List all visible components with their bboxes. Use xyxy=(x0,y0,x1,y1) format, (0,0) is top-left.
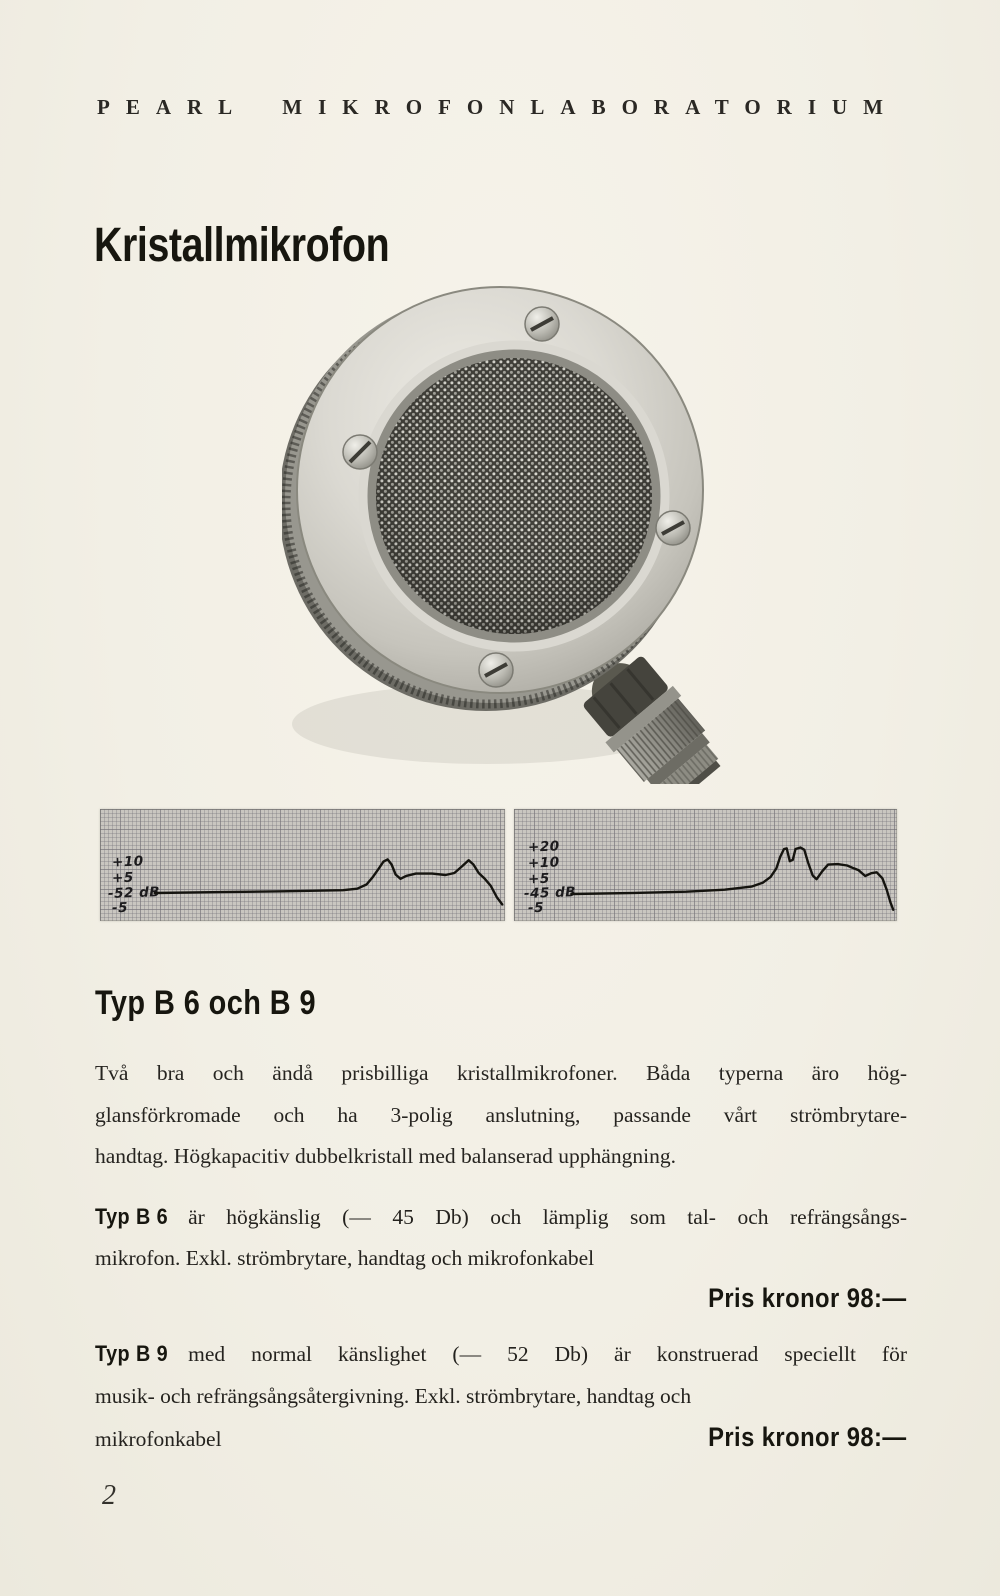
intro-line: Två bra och ändå prisbilliga kristallmikrofoner. Båda typerna äro hög- xyxy=(95,1061,907,1085)
frequency-response-charts xyxy=(100,809,897,921)
response-trace-right xyxy=(514,809,897,921)
section-heading: Typ B 6 och B 9 xyxy=(95,984,317,1022)
product-entry-b9 xyxy=(95,1333,907,1461)
price-row xyxy=(95,1417,907,1461)
product-line: mikrofon. Exkl. strömbrytare, handtag och mikrofonkabel xyxy=(95,1246,595,1270)
microphone-photo xyxy=(282,276,726,784)
y-tick-label: -5 xyxy=(527,899,545,917)
y-tick-label: +10 xyxy=(111,853,144,871)
product-line xyxy=(95,1333,907,1376)
product-line xyxy=(95,1196,907,1239)
y-tick-label: +5 xyxy=(111,869,134,887)
page-title: Kristallmikrofon xyxy=(94,219,390,272)
letterhead-company-name: PEARL MIKROFONLABORATORIUM xyxy=(97,95,899,119)
product-entry-b6 xyxy=(95,1196,907,1322)
intro-line: glansförkromade och ha 3-polig anslutning, passande vårt strömbrytare- xyxy=(95,1102,907,1127)
y-tick-label: +10 xyxy=(527,854,560,872)
screw-right xyxy=(656,511,690,545)
product-text: mikrofonkabel xyxy=(95,1427,222,1451)
product-text: med normal känslighet (— 52 Db) är konstruerad speciellt för xyxy=(188,1342,907,1366)
intro-line: handtag. Högkapacitiv dubbelkristall med balanserad upphängning. xyxy=(95,1144,676,1168)
model-name: Typ B 6 xyxy=(95,1203,169,1229)
product-line: musik- och refrängsångsåtergivning. Exkl. strömbrytare, handtag och xyxy=(95,1383,692,1408)
screw-bottom xyxy=(479,653,513,687)
price-label: Pris kronor 98:— xyxy=(708,1282,907,1313)
screw-left xyxy=(343,435,377,469)
product-text: är högkänslig (— 45 Db) och lämplig som tal- och refrängsångs- xyxy=(188,1204,907,1229)
model-name: Typ B 9 xyxy=(95,1341,169,1366)
y-tick-label: +20 xyxy=(527,838,560,856)
screw-top xyxy=(525,307,559,341)
frequency-chart-left xyxy=(100,809,505,921)
price-row xyxy=(95,1278,907,1322)
microphone-illustration xyxy=(282,276,726,784)
y-tick-label: -5 xyxy=(111,899,129,917)
response-trace-left xyxy=(100,809,505,921)
y-tick-label: -52 dB xyxy=(107,884,161,902)
frequency-chart-right xyxy=(514,809,897,921)
y-tick-label: -45 dB xyxy=(523,884,577,902)
page-number: 2 xyxy=(102,1480,116,1511)
product-copy xyxy=(95,984,907,1461)
y-tick-label: +5 xyxy=(527,870,550,888)
mesh-grille-shading xyxy=(376,358,652,634)
intro-paragraph xyxy=(95,1053,907,1178)
price-label: Pris kronor 98:— xyxy=(708,1422,907,1452)
